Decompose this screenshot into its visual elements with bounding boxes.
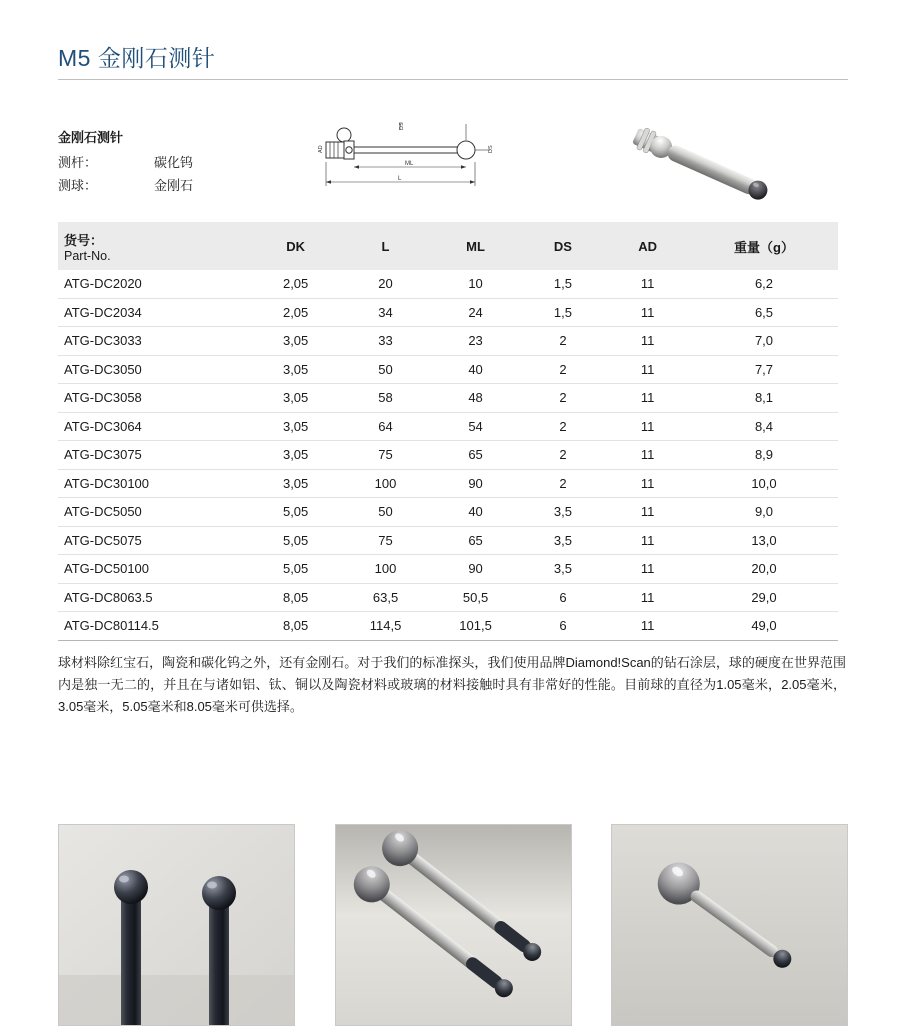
table-cell-l: 50 [341, 498, 431, 527]
table-cell-dk: 3,05 [251, 355, 341, 384]
table-cell-ad: 11 [605, 612, 690, 641]
table-cell-partno: ATG-DC3033 [58, 327, 251, 356]
spec-block [58, 126, 193, 197]
table-cell-ds: 1,5 [521, 270, 606, 298]
drawing-label-ml: ML [405, 161, 414, 167]
table-cell-l: 100 [341, 469, 431, 498]
table-cell-l: 100 [341, 555, 431, 584]
probe-photo [596, 118, 796, 206]
table-row [58, 555, 838, 584]
table-cell-dk: 5,05 [251, 526, 341, 555]
technical-drawing [300, 120, 520, 200]
table-cell-weight: 8,1 [690, 384, 838, 413]
table-cell-dk: 3,05 [251, 469, 341, 498]
table-cell-weight: 8,9 [690, 441, 838, 470]
table-cell-l: 114,5 [341, 612, 431, 641]
photo-1-svg [59, 825, 294, 1025]
table-cell-ad: 11 [605, 526, 690, 555]
table-cell-ad: 11 [605, 355, 690, 384]
table-cell-ad: 11 [605, 583, 690, 612]
photo-two-probes-vertical [58, 824, 295, 1026]
table-row [58, 612, 838, 641]
table-cell-dk: 2,05 [251, 298, 341, 327]
table-cell-partno: ATG-DC3058 [58, 384, 251, 413]
table-cell-partno: ATG-DC5075 [58, 526, 251, 555]
spec-row-ball [58, 174, 193, 197]
spec-value-shaft: 碳化钨 [154, 155, 194, 170]
table-cell-weight: 6,2 [690, 270, 838, 298]
photo-two-probes-diagonal [335, 824, 572, 1026]
col-header-dk [251, 222, 341, 270]
table-cell-weight: 7,7 [690, 355, 838, 384]
table-cell-partno: ATG-DC30100 [58, 469, 251, 498]
specifications-table [58, 222, 838, 641]
table-cell-ad: 11 [605, 327, 690, 356]
table-cell-ds: 2 [521, 441, 606, 470]
table-cell-dk: 2,05 [251, 270, 341, 298]
table-cell-ds: 2 [521, 327, 606, 356]
table-cell-ml: 101,5 [431, 612, 521, 641]
spec-label-shaft: 测杆： [58, 155, 98, 170]
table-row [58, 270, 838, 298]
table-cell-ds: 3,5 [521, 498, 606, 527]
table-header-row [58, 222, 838, 270]
col-header-partno [58, 222, 251, 270]
table-cell-weight: 49,0 [690, 612, 838, 641]
table-cell-ds: 6 [521, 612, 606, 641]
page-title [58, 40, 848, 73]
table-cell-dk: 5,05 [251, 498, 341, 527]
page-title-code: M5 [58, 45, 91, 71]
table-cell-l: 34 [341, 298, 431, 327]
table-cell-dk: 8,05 [251, 612, 341, 641]
table-cell-weight: 6,5 [690, 298, 838, 327]
table-cell-weight: 20,0 [690, 555, 838, 584]
table-cell-weight: 13,0 [690, 526, 838, 555]
spec-value-ball: 金刚石 [154, 178, 194, 193]
table-cell-l: 50 [341, 355, 431, 384]
table-cell-ml: 40 [431, 498, 521, 527]
photo-gallery [58, 824, 848, 1024]
table-cell-dk: 3,05 [251, 384, 341, 413]
table-row [58, 355, 838, 384]
table-cell-ds: 2 [521, 469, 606, 498]
table-cell-ad: 11 [605, 412, 690, 441]
table-cell-ml: 48 [431, 384, 521, 413]
table-row [58, 526, 838, 555]
drawing-label-l: L [398, 176, 402, 182]
table-cell-ds: 6 [521, 583, 606, 612]
table-cell-partno: ATG-DC80114.5 [58, 612, 251, 641]
table-row [58, 384, 838, 413]
drawing-label-ds-top: DS [399, 122, 405, 130]
table-cell-partno: ATG-DC5050 [58, 498, 251, 527]
table-row [58, 583, 838, 612]
col-header-dk-label: DK [286, 238, 306, 254]
col-header-ds-label: DS [553, 238, 572, 254]
photo-3-svg [612, 825, 847, 1025]
spec-block-title: 金刚石测针 [58, 130, 124, 145]
drawing-label-ad: AD [318, 145, 324, 153]
table-cell-dk: 3,05 [251, 327, 341, 356]
table-cell-dk: 3,05 [251, 441, 341, 470]
table-cell-ds: 2 [521, 355, 606, 384]
table-cell-partno: ATG-DC3075 [58, 441, 251, 470]
table-body [58, 270, 838, 640]
table-cell-weight: 29,0 [690, 583, 838, 612]
table-cell-partno: ATG-DC3064 [58, 412, 251, 441]
table-cell-ml: 90 [431, 555, 521, 584]
table-cell-ad: 11 [605, 270, 690, 298]
table-row [58, 498, 838, 527]
table-cell-ml: 23 [431, 327, 521, 356]
photo-2-svg [336, 825, 571, 1025]
table-cell-ml: 40 [431, 355, 521, 384]
table-cell-ml: 65 [431, 526, 521, 555]
probe-photo-svg [596, 118, 796, 206]
col-header-ml [431, 222, 521, 270]
table-cell-dk: 8,05 [251, 583, 341, 612]
col-header-l-label: L [381, 238, 390, 254]
table-cell-l: 75 [341, 441, 431, 470]
table-cell-weight: 10,0 [690, 469, 838, 498]
drawing-label-ds-right: DS [488, 145, 494, 153]
table-cell-partno: ATG-DC2020 [58, 270, 251, 298]
probe-dimension-drawing-svg [300, 120, 520, 200]
table-cell-dk: 3,05 [251, 412, 341, 441]
spec-label-ball: 测球： [58, 178, 98, 193]
table-cell-partno: ATG-DC2034 [58, 298, 251, 327]
table-cell-ad: 11 [605, 469, 690, 498]
description-paragraph: 球材料除红宝石，陶瓷和碳化钨之外，还有金刚石。对于我们的标准探头，我们使用品牌Diamond!Scan的钻石涂层，球的硬度在世界范围内是独一无二的，并且在与诸如铝、钛、铜以及陶瓷材料或玻璃的材料接触时具有非常好的性能。目前球的直径为1.05毫米，2.05毫米，3.05毫米，5.05毫米和8.05毫米可供选择。 [58, 655, 846, 714]
spec-row-shaft [58, 151, 193, 174]
table-cell-l: 75 [341, 526, 431, 555]
table-cell-partno: ATG-DC3050 [58, 355, 251, 384]
table-row [58, 327, 838, 356]
table-cell-ml: 54 [431, 412, 521, 441]
table-cell-l: 58 [341, 384, 431, 413]
table-cell-ds: 2 [521, 384, 606, 413]
col-header-ml-label: ML [466, 238, 485, 254]
table-cell-weight: 9,0 [690, 498, 838, 527]
table-cell-ml: 65 [431, 441, 521, 470]
table-cell-ad: 11 [605, 441, 690, 470]
table-cell-ad: 11 [605, 498, 690, 527]
table-cell-ml: 50,5 [431, 583, 521, 612]
table-cell-weight: 8,4 [690, 412, 838, 441]
col-header-ds [521, 222, 606, 270]
table-cell-ad: 11 [605, 555, 690, 584]
table-cell-ds: 1,5 [521, 298, 606, 327]
table-cell-ds: 3,5 [521, 526, 606, 555]
table-cell-ml: 24 [431, 298, 521, 327]
table-cell-l: 64 [341, 412, 431, 441]
table-head [58, 222, 838, 270]
col-header-partno-cn: 货号： [64, 232, 104, 248]
table-cell-dk: 5,05 [251, 555, 341, 584]
table-cell-ml: 10 [431, 270, 521, 298]
table-row [58, 469, 838, 498]
col-header-ad [605, 222, 690, 270]
table-cell-ds: 3,5 [521, 555, 606, 584]
table-cell-ml: 90 [431, 469, 521, 498]
photo-single-probe [611, 824, 848, 1026]
table-cell-ad: 11 [605, 298, 690, 327]
page-header [58, 40, 848, 73]
table-row [58, 412, 838, 441]
table-row [58, 441, 838, 470]
table-cell-l: 63,5 [341, 583, 431, 612]
table-cell-ds: 2 [521, 412, 606, 441]
table-row [58, 298, 838, 327]
table-cell-partno: ATG-DC50100 [58, 555, 251, 584]
page-title-text: 金刚石测针 [90, 45, 216, 71]
col-header-partno-en: Part-No. [64, 248, 111, 263]
col-header-ad-label: AD [638, 238, 658, 254]
col-header-weight [690, 222, 838, 270]
table-cell-ad: 11 [605, 384, 690, 413]
col-header-l [341, 222, 431, 270]
table-cell-l: 20 [341, 270, 431, 298]
table-cell-weight: 7,0 [690, 327, 838, 356]
col-header-weight-label: 重量（g） [734, 239, 794, 255]
table-cell-partno: ATG-DC8063.5 [58, 583, 251, 612]
title-divider [58, 79, 848, 80]
table-cell-l: 33 [341, 327, 431, 356]
